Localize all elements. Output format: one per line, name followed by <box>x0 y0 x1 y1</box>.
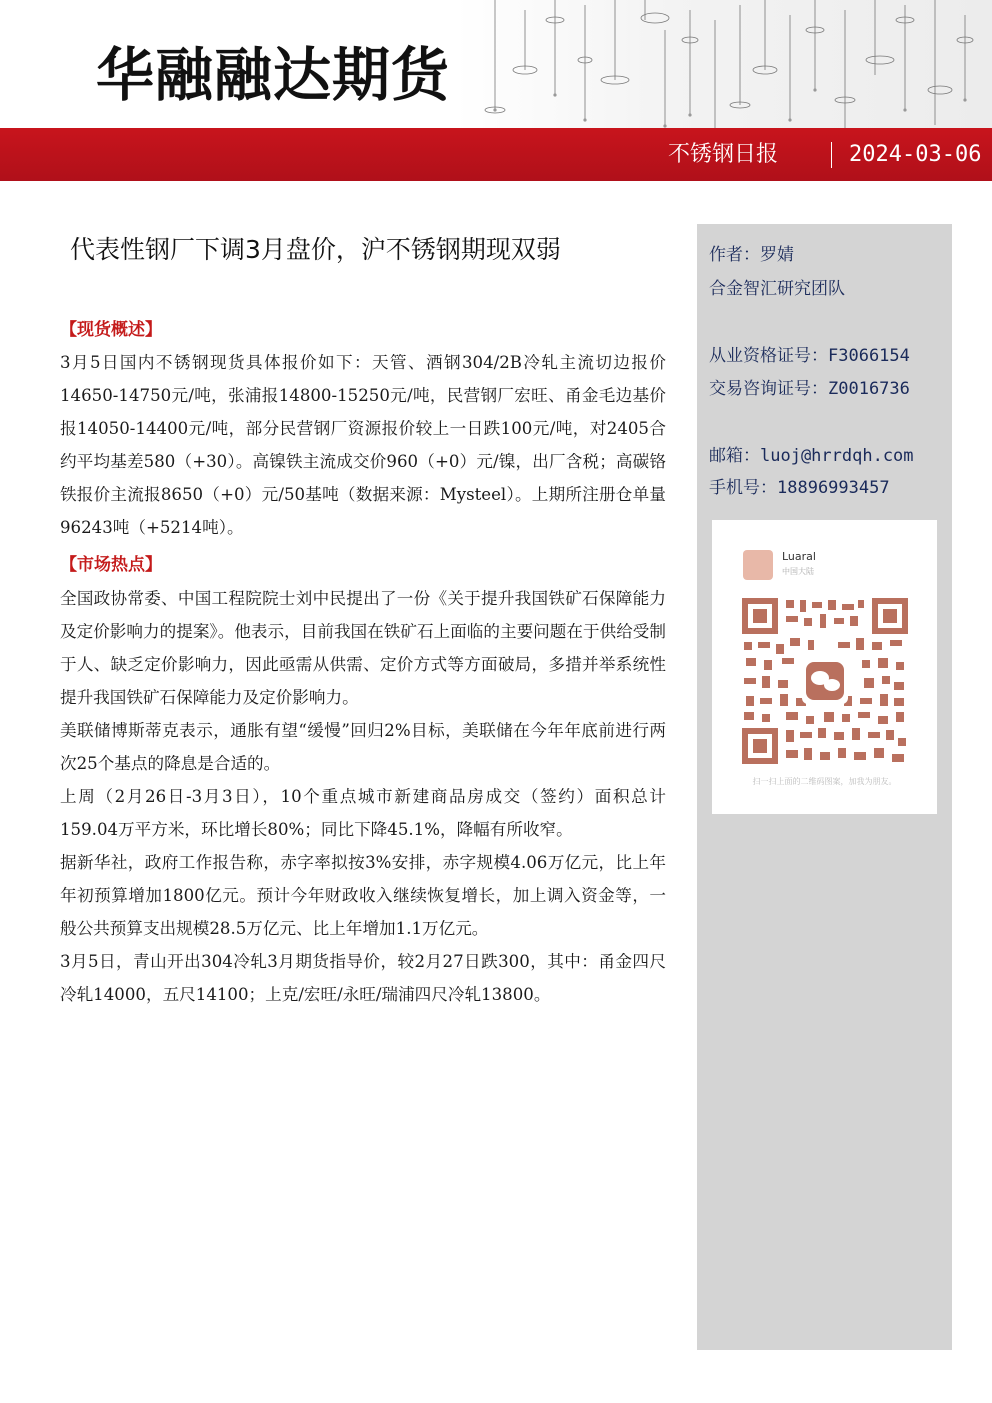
research-team: 合金智汇研究团队 <box>709 279 845 299</box>
report-type: 不锈钢日报 <box>668 142 779 167</box>
qr-contact-region: 中国大陆 <box>782 567 814 576</box>
market-news-paragraph: 上周（2月26日-3月3日），10个重点城市新建商品房成交（签约）面积总计159.04万平方米，环比增长80%；同比下降45.1%，降幅有所收窄。 <box>60 787 666 839</box>
wechat-qr-card <box>712 520 937 814</box>
header-divider <box>831 142 832 168</box>
market-news-paragraph: 3月5日，青山开出304冷轧3月期货指导价，较2月27日跌300，其中：甬金四尺冷轧14000，五尺14100；上克/宏旺/永旺/瑞浦四尺冷轧13800。 <box>60 952 666 1004</box>
consulting-number: 交易咨询证号：Z0016736 <box>709 379 910 399</box>
author-phone: 手机号：18896993457 <box>709 478 890 498</box>
qualification-number: 从业资格证号：F3066154 <box>709 346 910 366</box>
header-decoration <box>455 0 992 128</box>
market-news-paragraph: 据新华社，政府工作报告称，赤字率拟按3%安排，赤字规模4.06万亿元，比上年年初预算增加1800亿元。预计今年财政收入继续恢复增长，加上调入资金等，一般公共预算支出规模28.5万亿元、比上年增加1.1万亿元。 <box>60 853 666 938</box>
author-name: 作者：罗婧 <box>709 245 794 265</box>
article-title: 代表性钢厂下调3月盘价，沪不锈钢期现双弱 <box>70 235 561 264</box>
market-news-paragraph: 美联储博斯蒂克表示，通胀有望“缓慢”回归2%目标，美联储在今年年底前进行两次25个基点的降息是合适的。 <box>60 721 666 773</box>
qr-code-icon <box>742 598 908 764</box>
avatar <box>743 550 773 580</box>
qr-contact-name: Luaral <box>782 550 816 563</box>
section-heading-market: 【市场热点】 <box>60 555 162 575</box>
qr-footer-text: 扫一扫上面的二维码图案，加我为朋友。 <box>752 777 897 786</box>
author-email[interactable]: 邮箱：luoj@hrrdqh.com <box>709 446 914 466</box>
decorative-lines-graphic <box>455 0 992 128</box>
company-logo: 华融融达期货 <box>96 41 451 109</box>
market-news-paragraph: 全国政协常委、中国工程院院士刘中民提出了一份《关于提升我国铁矿石保障能力及定价影响力的提案》。他表示，目前我国在铁矿石上面临的主要问题在于供给受制于人、缺乏定价影响力，因此亟需从供需、定价方式等方面破局，多措并举系统性提升我国铁矿石保障能力及定价影响力。 <box>60 589 666 707</box>
spot-overview-paragraph: 3月5日国内不锈钢现货具体报价如下：天管、酒钢304/2B冷轧主流切边报价14650-14750元/吨，张浦报14800-15250元/吨，民营钢厂宏旺、甬金毛边基价报14050-14400元/吨，部分民营钢厂资源报价较上一日跌100元/吨，对2405合约平均基差580（+30）。高镍铁主流成交价960（+0）元/镍，出厂含税；高碳铬铁报价主流报8650（+0）元/50基吨（数据来源：Mysteel）。上期所注册仓单量96243吨（+5214吨）。 <box>60 353 666 537</box>
section-heading-spot: 【现货概述】 <box>60 320 162 340</box>
header-red-bar <box>0 128 992 181</box>
report-date: 2024-03-06 <box>849 142 982 167</box>
